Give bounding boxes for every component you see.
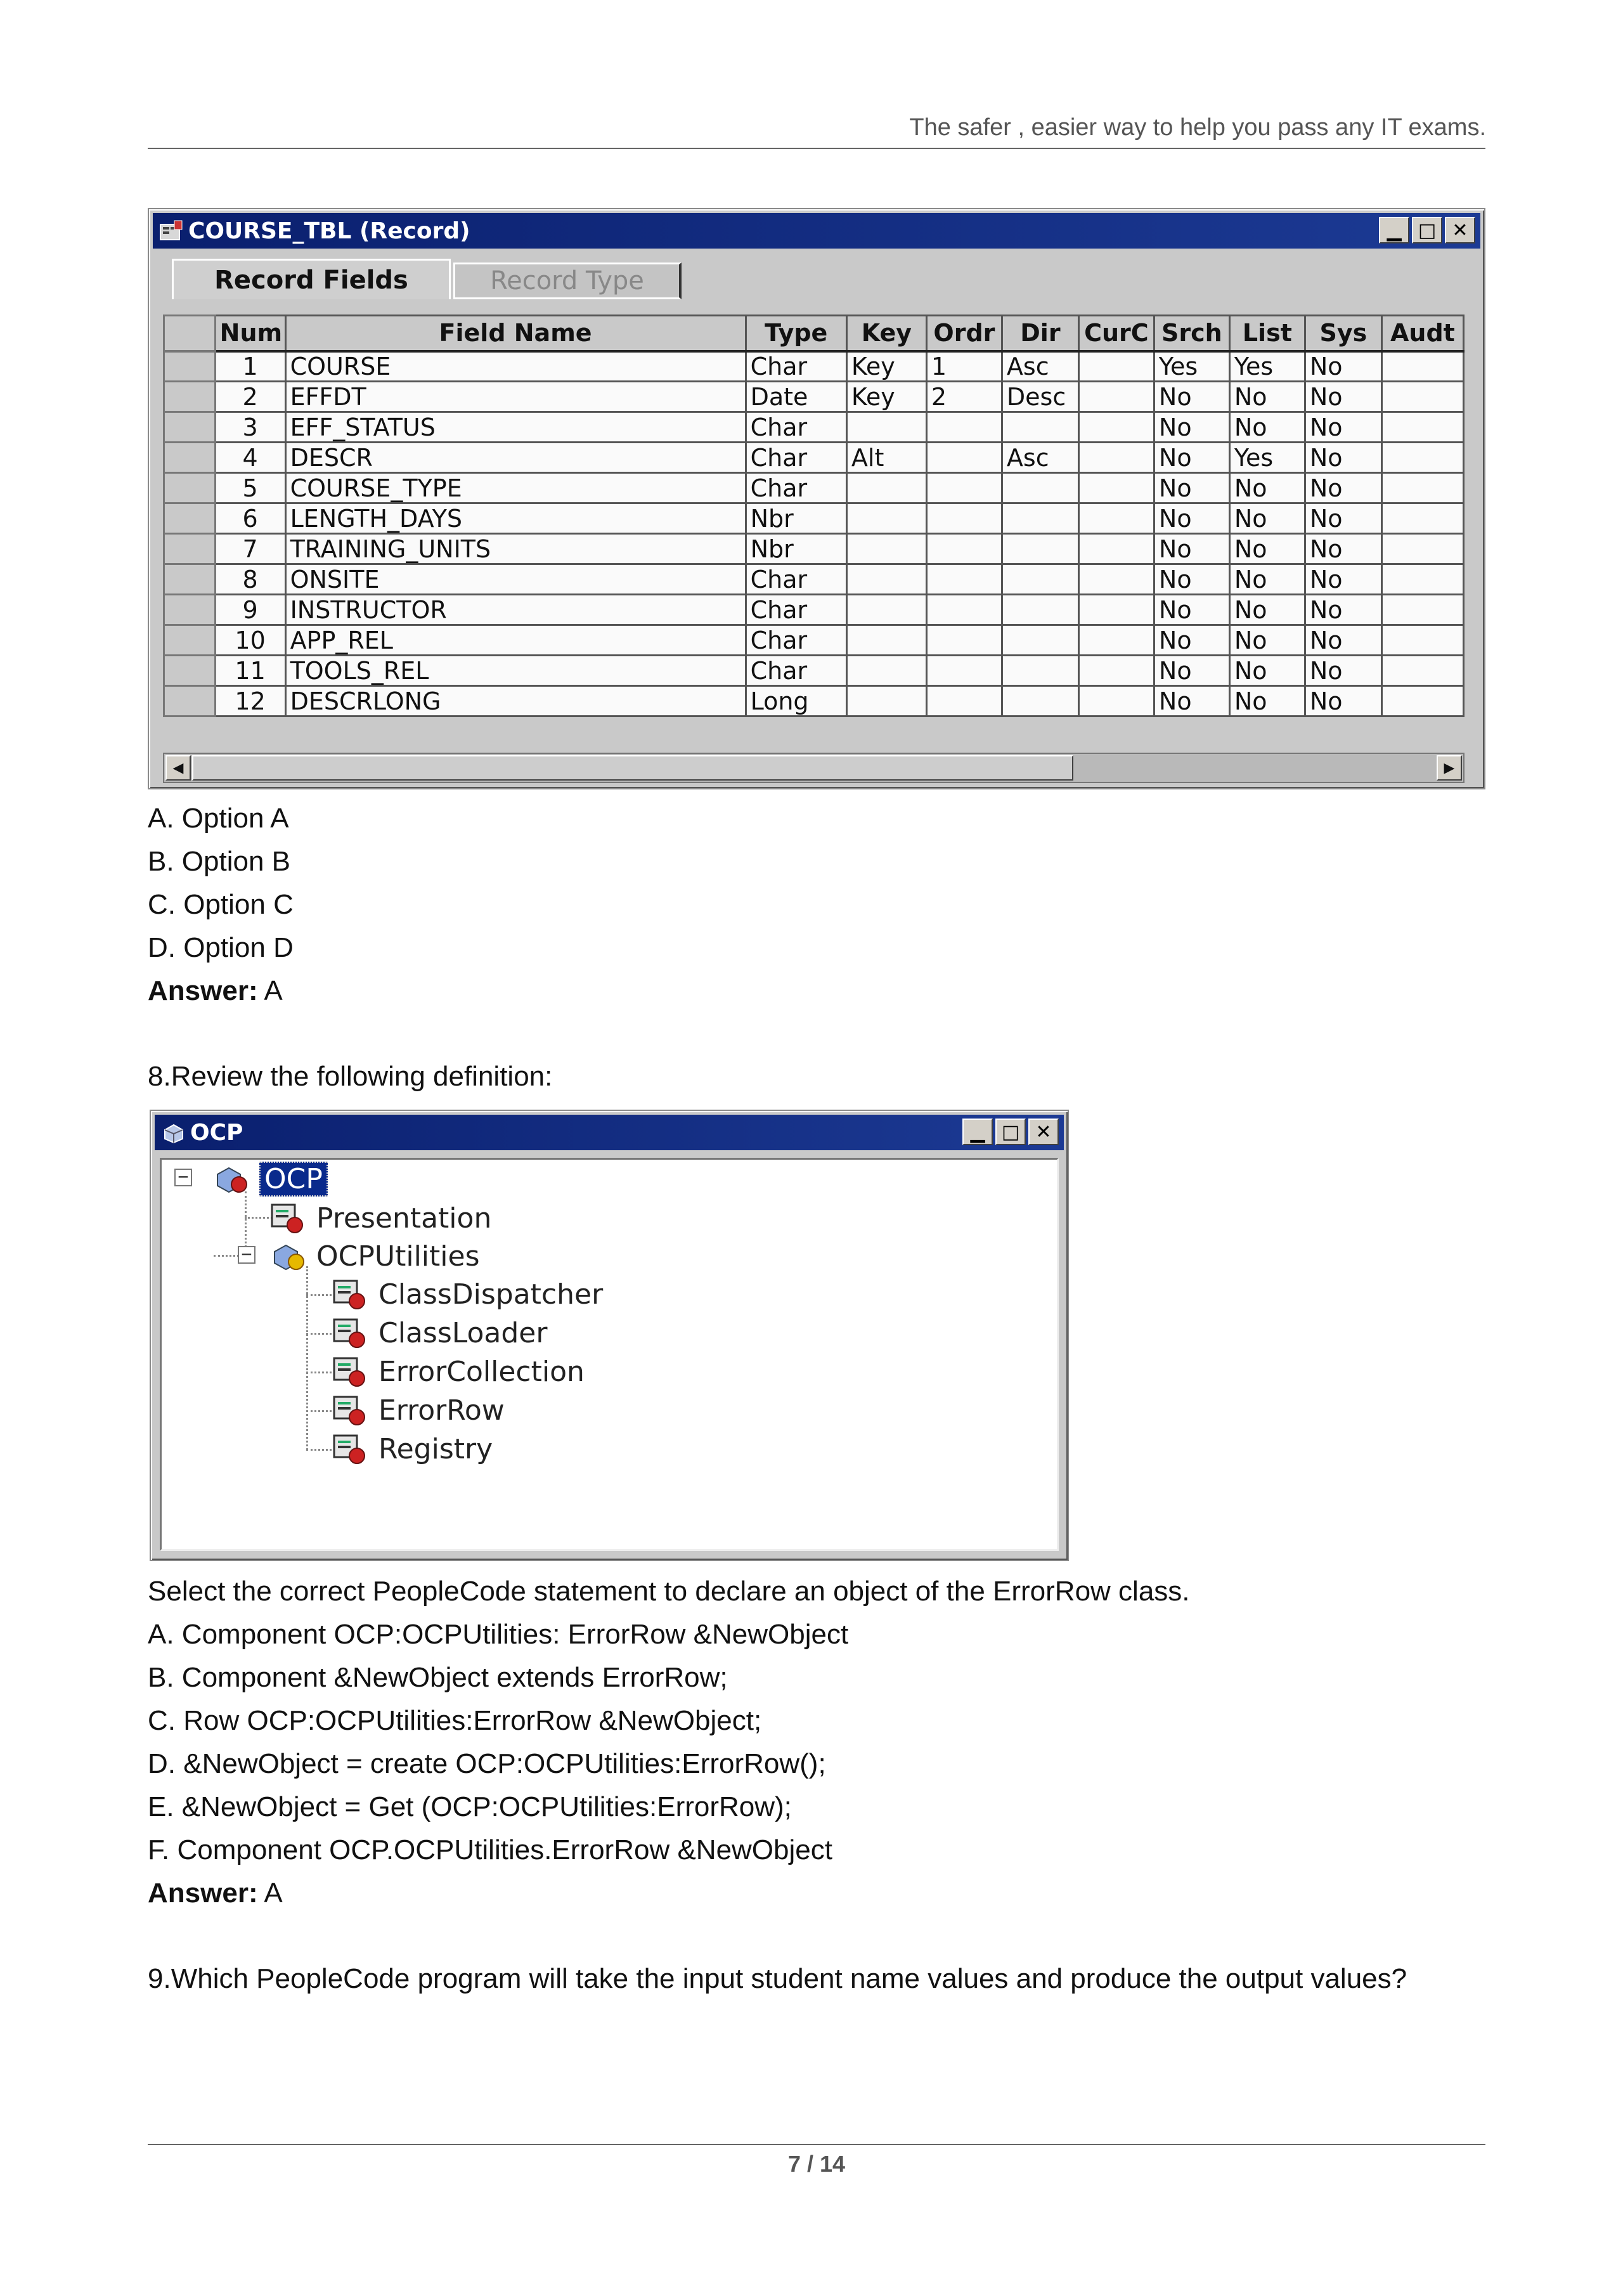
package-icon xyxy=(161,1121,186,1144)
class-icon xyxy=(332,1393,370,1427)
table-cell xyxy=(846,625,926,656)
tree-connector xyxy=(245,1217,273,1219)
tree-node-label: OCP xyxy=(259,1162,328,1197)
table-cell: No xyxy=(1154,595,1229,625)
row-selector[interactable] xyxy=(164,625,216,656)
tree-connector xyxy=(306,1372,332,1373)
row-selector[interactable] xyxy=(164,443,216,473)
answer-label: Answer: xyxy=(148,1878,258,1909)
table-row[interactable] xyxy=(164,412,1464,443)
table-cell xyxy=(1002,473,1078,503)
table-cell: No xyxy=(1305,473,1381,503)
tree-node-label: ClassDispatcher xyxy=(378,1278,604,1311)
q8-option-b: B. Component &NewObject extends ErrorRow; xyxy=(148,1662,728,1693)
table-cell xyxy=(1381,412,1463,443)
table-cell xyxy=(846,595,926,625)
table-cell xyxy=(926,412,1002,443)
table-cell: No xyxy=(1305,382,1381,412)
ocp-window-title: OCP xyxy=(190,1119,243,1146)
table-cell xyxy=(1002,503,1078,534)
table-row[interactable] xyxy=(164,443,1464,473)
table-cell xyxy=(1078,595,1154,625)
table-cell: 9 xyxy=(215,595,285,625)
ocp-window xyxy=(150,1110,1069,1561)
table-cell xyxy=(926,686,1002,717)
tree-node-label: OCPUtilities xyxy=(316,1240,480,1273)
tree-connector xyxy=(306,1449,332,1451)
table-cell: No xyxy=(1305,625,1381,656)
table-cell: TOOLS_REL xyxy=(285,656,746,686)
row-selector[interactable] xyxy=(164,564,216,595)
tree-node-label: ErrorCollection xyxy=(378,1355,585,1388)
table-cell xyxy=(1002,686,1078,717)
table-cell: Char xyxy=(746,351,846,382)
table-cell: Nbr xyxy=(746,503,846,534)
table-cell: TRAINING_UNITS xyxy=(285,534,746,564)
table-row[interactable] xyxy=(164,473,1464,503)
tab-record-fields[interactable]: Record Fields xyxy=(172,259,451,299)
row-selector[interactable] xyxy=(164,503,216,534)
table-cell xyxy=(926,534,1002,564)
package-icon xyxy=(269,1239,307,1273)
tree-node-class[interactable] xyxy=(332,1352,585,1391)
q7-option-a: A. Option A xyxy=(148,803,289,834)
q8-answer xyxy=(148,1874,283,1912)
close-icon[interactable]: ✕ xyxy=(1445,217,1475,243)
table-cell: No xyxy=(1229,382,1305,412)
q8-prompt: 8.Review the following definition: xyxy=(148,1061,553,1092)
tree-node-label: Presentation xyxy=(316,1202,492,1235)
table-cell: Alt xyxy=(846,443,926,473)
q7-option-b: B. Option B xyxy=(148,846,291,877)
table-row[interactable] xyxy=(164,351,1464,382)
maximize-icon[interactable]: □ xyxy=(995,1119,1026,1145)
answer-value: A xyxy=(257,1878,283,1909)
table-cell xyxy=(1078,534,1154,564)
table-cell: INSTRUCTOR xyxy=(285,595,746,625)
ocp-window-titlebar[interactable] xyxy=(155,1115,1064,1150)
close-icon[interactable]: ✕ xyxy=(1028,1119,1059,1145)
row-selector[interactable] xyxy=(164,473,216,503)
row-selector[interactable] xyxy=(164,686,216,717)
table-cell: LENGTH_DAYS xyxy=(285,503,746,534)
table-cell xyxy=(1078,503,1154,534)
table-cell xyxy=(926,443,1002,473)
record-window-title: COURSE_TBL (Record) xyxy=(188,217,470,244)
table-cell xyxy=(846,412,926,443)
q8-question: Select the correct PeopleCode statement to declare an object of the ErrorRow class. xyxy=(148,1576,1190,1607)
table-cell: 1 xyxy=(926,351,1002,382)
tree-connector xyxy=(306,1410,332,1412)
table-row[interactable] xyxy=(164,595,1464,625)
table-cell: 4 xyxy=(215,443,285,473)
minimize-icon[interactable]: ▁ xyxy=(1379,217,1409,243)
table-cell: No xyxy=(1154,686,1229,717)
table-cell xyxy=(1381,351,1463,382)
table-cell: No xyxy=(1305,564,1381,595)
tree-node-label: ClassLoader xyxy=(378,1316,548,1349)
column-header[interactable]: Ordr xyxy=(926,316,1002,351)
q7-option-d: D. Option D xyxy=(148,932,294,963)
record-window-titlebar[interactable] xyxy=(153,213,1480,249)
table-cell: Yes xyxy=(1229,351,1305,382)
table-cell: No xyxy=(1154,382,1229,412)
table-cell: Asc xyxy=(1002,351,1078,382)
class-icon xyxy=(332,1277,370,1311)
tree-node-label: ErrorRow xyxy=(378,1394,505,1427)
record-fields-grid xyxy=(163,315,1465,717)
column-header[interactable]: Sys xyxy=(1305,316,1381,351)
table-cell: No xyxy=(1154,443,1229,473)
class-icon xyxy=(332,1354,370,1389)
table-cell xyxy=(1381,564,1463,595)
table-cell: No xyxy=(1229,625,1305,656)
table-cell: No xyxy=(1305,443,1381,473)
table-cell xyxy=(1078,686,1154,717)
table-row[interactable] xyxy=(164,534,1464,564)
table-cell xyxy=(1078,564,1154,595)
table-cell: Char xyxy=(746,625,846,656)
table-cell xyxy=(1078,656,1154,686)
table-cell: Asc xyxy=(1002,443,1078,473)
table-cell xyxy=(846,503,926,534)
row-selector[interactable] xyxy=(164,382,216,412)
q9-prompt: 9.Which PeopleCode program will take the input student name values and produce the output values? xyxy=(148,1963,1407,1994)
table-cell: ONSITE xyxy=(285,564,746,595)
table-cell: Desc xyxy=(1002,382,1078,412)
table-cell: Nbr xyxy=(746,534,846,564)
table-cell: EFFDT xyxy=(285,382,746,412)
table-cell: No xyxy=(1305,656,1381,686)
column-header[interactable]: Audt xyxy=(1381,316,1463,351)
table-cell: No xyxy=(1229,656,1305,686)
record-window xyxy=(148,208,1485,789)
table-cell: No xyxy=(1305,503,1381,534)
table-cell xyxy=(1078,351,1154,382)
class-tree xyxy=(160,1158,1059,1551)
table-cell xyxy=(1381,595,1463,625)
table-cell xyxy=(1381,443,1463,473)
table-cell xyxy=(1381,534,1463,564)
table-cell xyxy=(1078,473,1154,503)
table-cell: Char xyxy=(746,473,846,503)
table-row[interactable] xyxy=(164,656,1464,686)
table-cell xyxy=(1381,686,1463,717)
table-cell xyxy=(1381,656,1463,686)
table-cell: 5 xyxy=(215,473,285,503)
table-cell: No xyxy=(1305,351,1381,382)
column-header[interactable]: Dir xyxy=(1002,316,1078,351)
table-cell xyxy=(1002,595,1078,625)
table-cell xyxy=(926,564,1002,595)
table-cell: COURSE_TYPE xyxy=(285,473,746,503)
page-header-text: The safer , easier way to help you pass any IT exams. xyxy=(909,114,1486,141)
answer-label: Answer: xyxy=(148,975,258,1006)
table-cell: 8 xyxy=(215,564,285,595)
package-icon xyxy=(212,1162,250,1196)
tree-node-class[interactable] xyxy=(332,1275,603,1313)
table-cell xyxy=(926,656,1002,686)
q8-option-d: D. &NewObject = create OCP:OCPUtilities:ErrorRow(); xyxy=(148,1748,826,1779)
table-cell xyxy=(1078,412,1154,443)
table-cell xyxy=(926,503,1002,534)
table-cell: Char xyxy=(746,564,846,595)
collapse-icon[interactable]: − xyxy=(174,1169,192,1186)
table-cell: No xyxy=(1229,534,1305,564)
class-icon xyxy=(332,1316,370,1350)
table-cell: Yes xyxy=(1154,351,1229,382)
scroll-left-icon[interactable]: ◀ xyxy=(165,755,191,781)
record-icon xyxy=(159,219,184,242)
table-cell: 3 xyxy=(215,412,285,443)
class-icon xyxy=(269,1201,307,1235)
q7-option-c: C. Option C xyxy=(148,889,294,920)
table-cell xyxy=(1078,382,1154,412)
column-header[interactable]: Type xyxy=(746,316,846,351)
table-cell: 11 xyxy=(215,656,285,686)
tab-record-type[interactable]: Record Type xyxy=(453,263,682,299)
table-cell: No xyxy=(1154,656,1229,686)
table-cell xyxy=(846,534,926,564)
table-cell: Yes xyxy=(1229,443,1305,473)
table-cell xyxy=(926,595,1002,625)
table-cell: No xyxy=(1229,412,1305,443)
table-cell: No xyxy=(1229,564,1305,595)
tree-node-ocputilities[interactable] xyxy=(269,1237,480,1275)
table-cell: DESCRLONG xyxy=(285,686,746,717)
table-cell xyxy=(846,564,926,595)
tree-node-class[interactable] xyxy=(332,1430,493,1468)
page-number: 7 / 14 xyxy=(787,2151,846,2177)
tree-node-root[interactable] xyxy=(212,1160,328,1198)
table-row[interactable] xyxy=(164,686,1464,717)
table-cell xyxy=(1002,656,1078,686)
table-cell xyxy=(1381,503,1463,534)
table-cell: Key xyxy=(846,382,926,412)
table-row[interactable] xyxy=(164,625,1464,656)
table-cell: Char xyxy=(746,595,846,625)
tree-connector xyxy=(306,1333,332,1335)
table-cell xyxy=(846,686,926,717)
table-cell: No xyxy=(1305,595,1381,625)
row-selector[interactable] xyxy=(164,412,216,443)
table-cell: No xyxy=(1154,412,1229,443)
table-cell xyxy=(926,625,1002,656)
table-cell: 7 xyxy=(215,534,285,564)
scroll-right-icon[interactable]: ▶ xyxy=(1437,755,1462,781)
column-header[interactable]: Key xyxy=(846,316,926,351)
table-cell: Char xyxy=(746,656,846,686)
grid-header-row xyxy=(164,316,1464,351)
answer-value: A xyxy=(257,975,283,1006)
table-cell: No xyxy=(1305,686,1381,717)
column-header[interactable]: Num xyxy=(215,316,285,351)
table-cell: 2 xyxy=(215,382,285,412)
table-cell: No xyxy=(1229,595,1305,625)
collapse-icon[interactable]: − xyxy=(238,1246,255,1264)
table-cell xyxy=(1078,625,1154,656)
table-cell xyxy=(846,656,926,686)
table-cell: 2 xyxy=(926,382,1002,412)
table-cell: EFF_STATUS xyxy=(285,412,746,443)
table-cell xyxy=(1381,625,1463,656)
column-header[interactable]: CurC xyxy=(1078,316,1154,351)
table-cell: 12 xyxy=(215,686,285,717)
maximize-icon[interactable]: □ xyxy=(1412,217,1442,243)
table-cell: Char xyxy=(746,412,846,443)
column-header[interactable]: Field Name xyxy=(285,316,746,351)
tree-node-presentation[interactable] xyxy=(269,1199,491,1237)
tree-node-label: Registry xyxy=(378,1432,493,1465)
table-cell xyxy=(1002,564,1078,595)
table-cell xyxy=(1002,625,1078,656)
table-row[interactable] xyxy=(164,564,1464,595)
header-divider xyxy=(148,148,1485,149)
row-selector[interactable] xyxy=(164,534,216,564)
q8-option-e: E. &NewObject = Get (OCP:OCPUtilities:ErrorRow); xyxy=(148,1791,792,1822)
table-row[interactable] xyxy=(164,503,1464,534)
table-cell: Date xyxy=(746,382,846,412)
q8-option-f: F. Component OCP.OCPUtilities.ErrorRow &NewObject xyxy=(148,1834,832,1865)
table-cell: APP_REL xyxy=(285,625,746,656)
class-icon xyxy=(332,1432,370,1466)
tree-node-class[interactable] xyxy=(332,1314,547,1352)
table-cell: No xyxy=(1305,412,1381,443)
tree-node-class[interactable] xyxy=(332,1391,505,1429)
q8-option-a: A. Component OCP:OCPUtilities: ErrorRow &NewObject xyxy=(148,1619,849,1650)
table-cell xyxy=(1002,412,1078,443)
table-cell: No xyxy=(1154,534,1229,564)
tree-connector xyxy=(306,1294,332,1296)
table-cell xyxy=(846,473,926,503)
table-cell: DESCR xyxy=(285,443,746,473)
table-row[interactable] xyxy=(164,382,1464,412)
tree-connector xyxy=(214,1255,239,1257)
horizontal-scrollbar[interactable] xyxy=(163,753,1465,783)
table-cell xyxy=(1002,534,1078,564)
table-cell: Key xyxy=(846,351,926,382)
row-selector[interactable] xyxy=(164,351,216,382)
table-cell: Long xyxy=(746,686,846,717)
table-cell xyxy=(1381,382,1463,412)
table-cell: No xyxy=(1154,503,1229,534)
table-cell: No xyxy=(1229,686,1305,717)
table-cell: No xyxy=(1154,473,1229,503)
table-cell xyxy=(926,473,1002,503)
column-header[interactable]: Srch xyxy=(1154,316,1229,351)
table-cell xyxy=(1381,473,1463,503)
table-cell: 1 xyxy=(215,351,285,382)
grid-corner xyxy=(164,316,216,351)
minimize-icon[interactable]: ▁ xyxy=(962,1119,993,1145)
column-header[interactable]: List xyxy=(1229,316,1305,351)
table-cell: 6 xyxy=(215,503,285,534)
table-cell: No xyxy=(1154,564,1229,595)
row-selector[interactable] xyxy=(164,595,216,625)
q8-option-c: C. Row OCP:OCPUtilities:ErrorRow &NewObject; xyxy=(148,1705,762,1736)
q7-answer xyxy=(148,972,283,1010)
table-cell: No xyxy=(1229,503,1305,534)
table-cell: COURSE xyxy=(285,351,746,382)
table-cell xyxy=(1078,443,1154,473)
table-cell: Char xyxy=(746,443,846,473)
scrollbar-thumb[interactable] xyxy=(192,755,1073,781)
table-cell: 10 xyxy=(215,625,285,656)
table-cell: No xyxy=(1305,534,1381,564)
footer-divider xyxy=(148,2144,1485,2145)
table-cell: No xyxy=(1154,625,1229,656)
table-cell: No xyxy=(1229,473,1305,503)
row-selector[interactable] xyxy=(164,656,216,686)
